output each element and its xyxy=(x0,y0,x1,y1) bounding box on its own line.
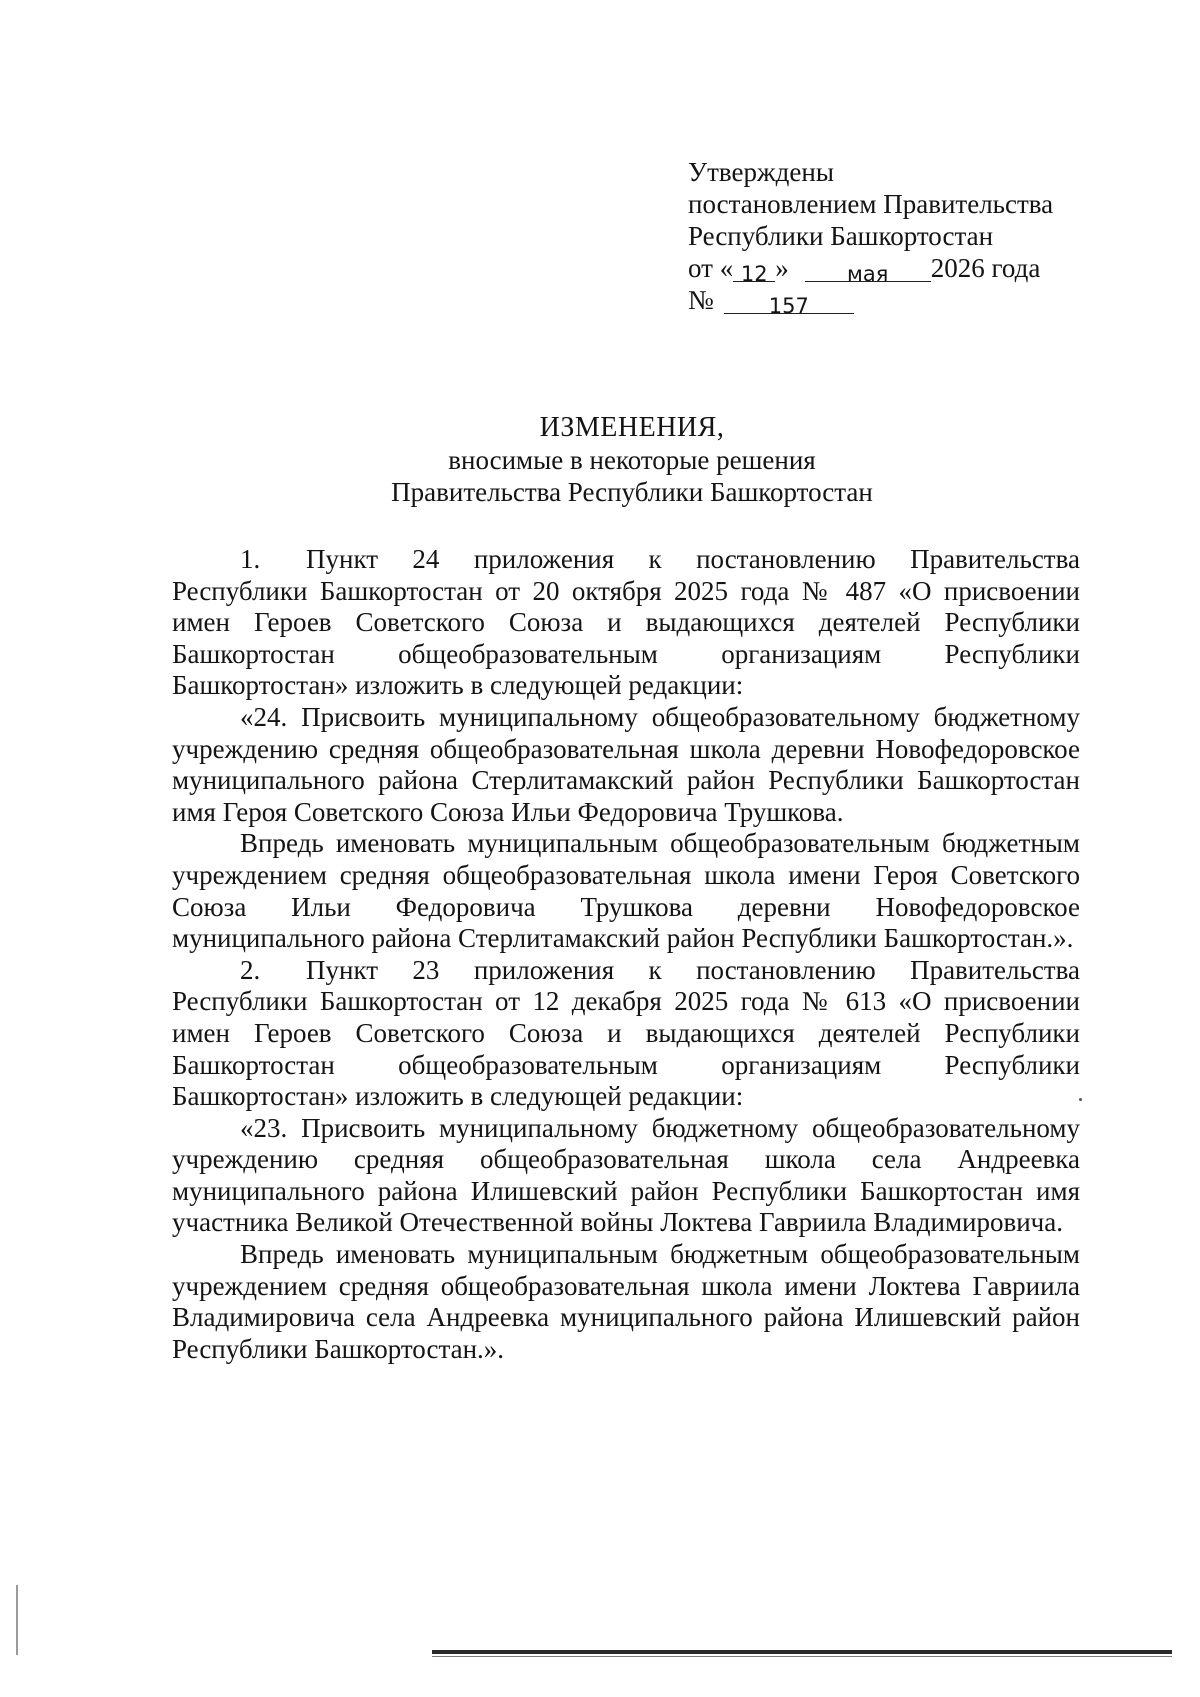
date-day-field xyxy=(733,259,775,286)
item-2-quote-1: «23. Присвоить муниципальному бюджетному общеобразовательному учреждению средняя общеобразовательная школа села Андреевка муниципального района Илишевский район Республики Башкортостан имя участника Великой Отечественной войны Локтева Гавриила Владимировича. xyxy=(172,1112,1080,1238)
date-day-close: » xyxy=(775,253,789,283)
document-title xyxy=(0,412,1200,508)
number-prefix: № xyxy=(688,285,714,315)
item-2-paragraph xyxy=(172,955,1080,1113)
date-day: 12 xyxy=(740,262,768,286)
scan-speck xyxy=(1079,1098,1082,1101)
item-2-quote-2: Впредь именовать муниципальным бюджетным общеобразовательным учреждением средняя общеобразовательная школа имени Локтева Гавриила Владимировича села Андреевка муниципального района Илишевский район Республики Башкортостан.». xyxy=(172,1239,1080,1364)
scan-edge-mark xyxy=(16,1585,18,1655)
date-year: 2026 года xyxy=(930,253,1041,283)
title-heading: ИЗМЕНЕНИЯ, xyxy=(539,412,725,443)
approval-line-3: Республики Башкортостан xyxy=(688,221,994,251)
item-1-text: Пункт 24 приложения к постановлению Правительства Республики Башкортостан от 20 октября 2025 года № 487 «О присвоении имен Героев Советского Союза и выдающихся деятелей Республики Башкортостан общеобразовательным организациям Республики Башкортостан» изложить в следующей редакции: xyxy=(172,544,1080,701)
document-body xyxy=(172,544,1080,1365)
document-number: 157 xyxy=(768,294,809,318)
item-1-quote-2: Впредь именовать муниципальным общеобразовательным бюджетным учреждением средняя общеобразовательная школа имени Героя Советского Союза Ильи Федоровича Трушкова деревни Новофедоровское муниципального района Стерлитамакский район Республики Башкортостан.». xyxy=(172,828,1080,954)
title-subtitle-1: вносимые в некоторые решения xyxy=(448,445,816,475)
date-prefix: от « xyxy=(688,253,734,283)
approval-line-1: Утверждены xyxy=(688,157,834,187)
item-2-number: 2. xyxy=(240,954,261,985)
number-field xyxy=(724,291,854,318)
date-month-field xyxy=(805,259,931,286)
approval-date-line xyxy=(688,252,1108,284)
item-1-number: 1. xyxy=(240,544,261,574)
title-subtitle-2: Правительства Республики Башкортостан xyxy=(391,477,873,507)
approval-number-line xyxy=(688,284,1108,316)
scan-bottom-line xyxy=(432,1650,1172,1654)
item-1-quote-1: «24. Присвоить муниципальному общеобразовательному бюджетному учреждению средняя общеобразовательная школа деревни Новофедоровское муниципального района Стерлитамакский район Республики Башкортостан имя Героя Советского Союза Ильи Федоровича Трушкова. xyxy=(172,701,1080,827)
approval-line-2: постановлением Правительства xyxy=(688,189,1054,219)
scan-bottom-line-thin xyxy=(432,1656,1172,1657)
item-2-text: Пункт 23 приложения к постановлению Правительства Республики Башкортостан от 12 декабря 2025 года № 613 «О присвоении имен Героев Советского Союза и выдающихся деятелей Республики Башкортостан общеобразовательным организациям Республики Башкортостан» изложить в следующей редакции: xyxy=(172,954,1080,1112)
date-month: мая xyxy=(847,262,889,286)
approval-stamp xyxy=(688,156,1108,316)
item-1-paragraph xyxy=(172,544,1080,702)
